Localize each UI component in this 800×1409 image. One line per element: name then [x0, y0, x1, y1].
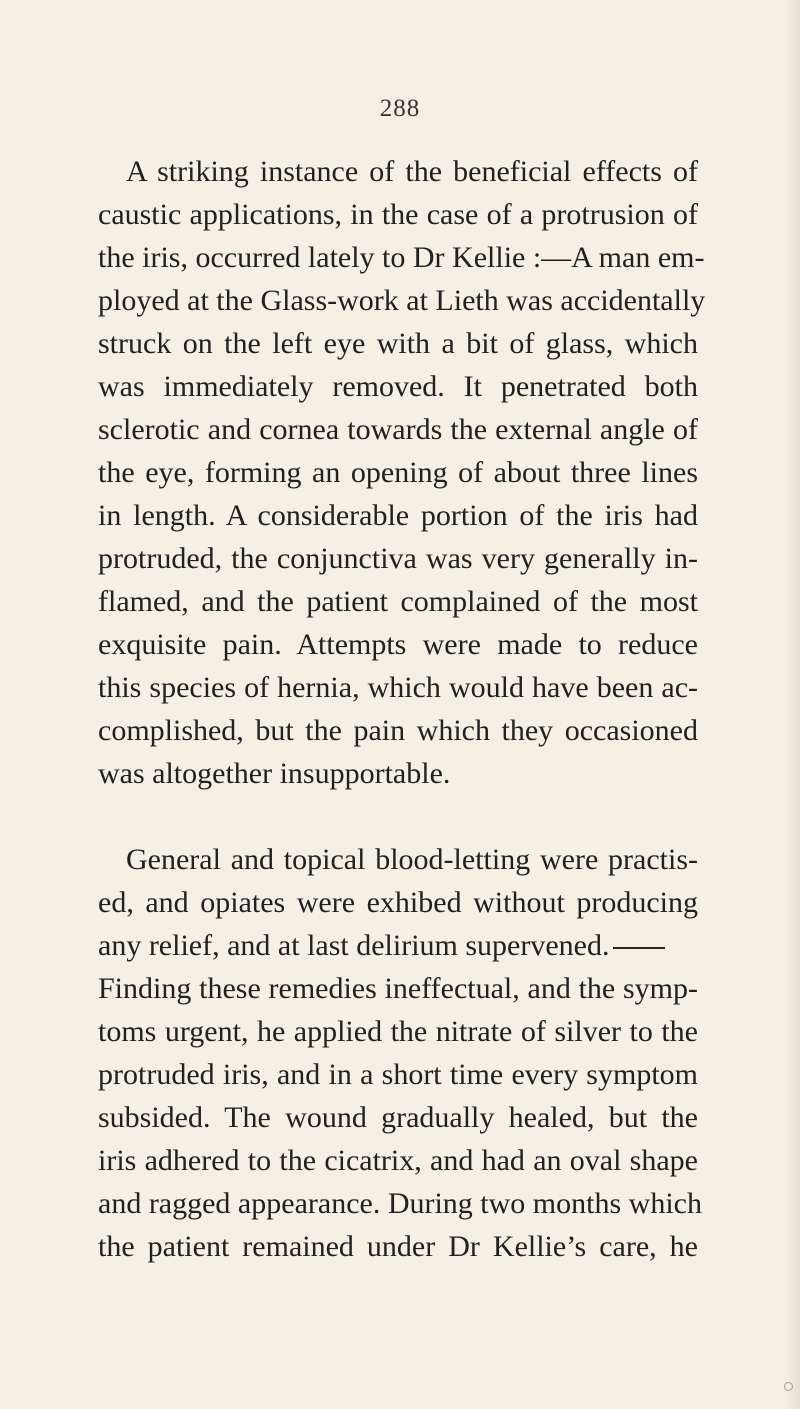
text-line: A striking instance of the beneficial effects of [126, 155, 698, 188]
text-line: iris adhered to the cicatrix, and had an oval shape [98, 1144, 698, 1177]
text-line: complished, but the pain which they occasioned [98, 714, 698, 747]
text-line: Finding these remedies ineffectual, and the symp- [98, 972, 698, 1005]
text-line: subsided. The wound gradually healed, but the [98, 1101, 698, 1134]
text-line: was altogether insupportable. [98, 757, 451, 790]
text-line: and ragged appearance. During two months which [98, 1187, 702, 1220]
text-line: ed, and opiates were exhibed without producing [98, 886, 698, 919]
text-line: this species of hernia, which would have been ac- [98, 671, 698, 704]
page-number: 288 [379, 95, 421, 122]
text-line: struck on the left eye with a bit of glass, which [98, 327, 698, 360]
text-line: in length. A considerable portion of the iris had [98, 499, 698, 532]
text-line: was immediately removed. It penetrated both [98, 370, 698, 403]
text-line: the iris, occurred lately to Dr Kellie :—A man em- [98, 241, 705, 274]
text-line: flamed, and the patient complained of the most [98, 585, 698, 618]
page-edge-shadow [786, 0, 800, 1409]
text-line: sclerotic and cornea towards the external angle of [98, 413, 698, 446]
text-line: ployed at the Glass-work at Lieth was accidentally [98, 284, 706, 317]
text-line: protruded iris, and in a short time every symptom [98, 1058, 698, 1091]
text-line: exquisite pain. Attempts were made to reduce [98, 628, 698, 661]
text-line: toms urgent, he applied the nitrate of silver to the [98, 1015, 698, 1048]
text-line: caustic applications, in the case of a protrusion of [98, 198, 698, 231]
text-line: the eye, forming an opening of about three lines [98, 456, 698, 489]
text-line: any relief, and at last delirium supervened. [98, 929, 610, 962]
text-line-with-dash [98, 926, 698, 966]
paper-speck [784, 1382, 793, 1391]
text-line: General and topical blood-letting were practis- [126, 843, 698, 876]
em-rule [613, 947, 665, 949]
text-line: the patient remained under Dr Kellie’s care, he [98, 1230, 698, 1263]
text-line: protruded, the conjunctiva was very generally in- [98, 542, 698, 575]
